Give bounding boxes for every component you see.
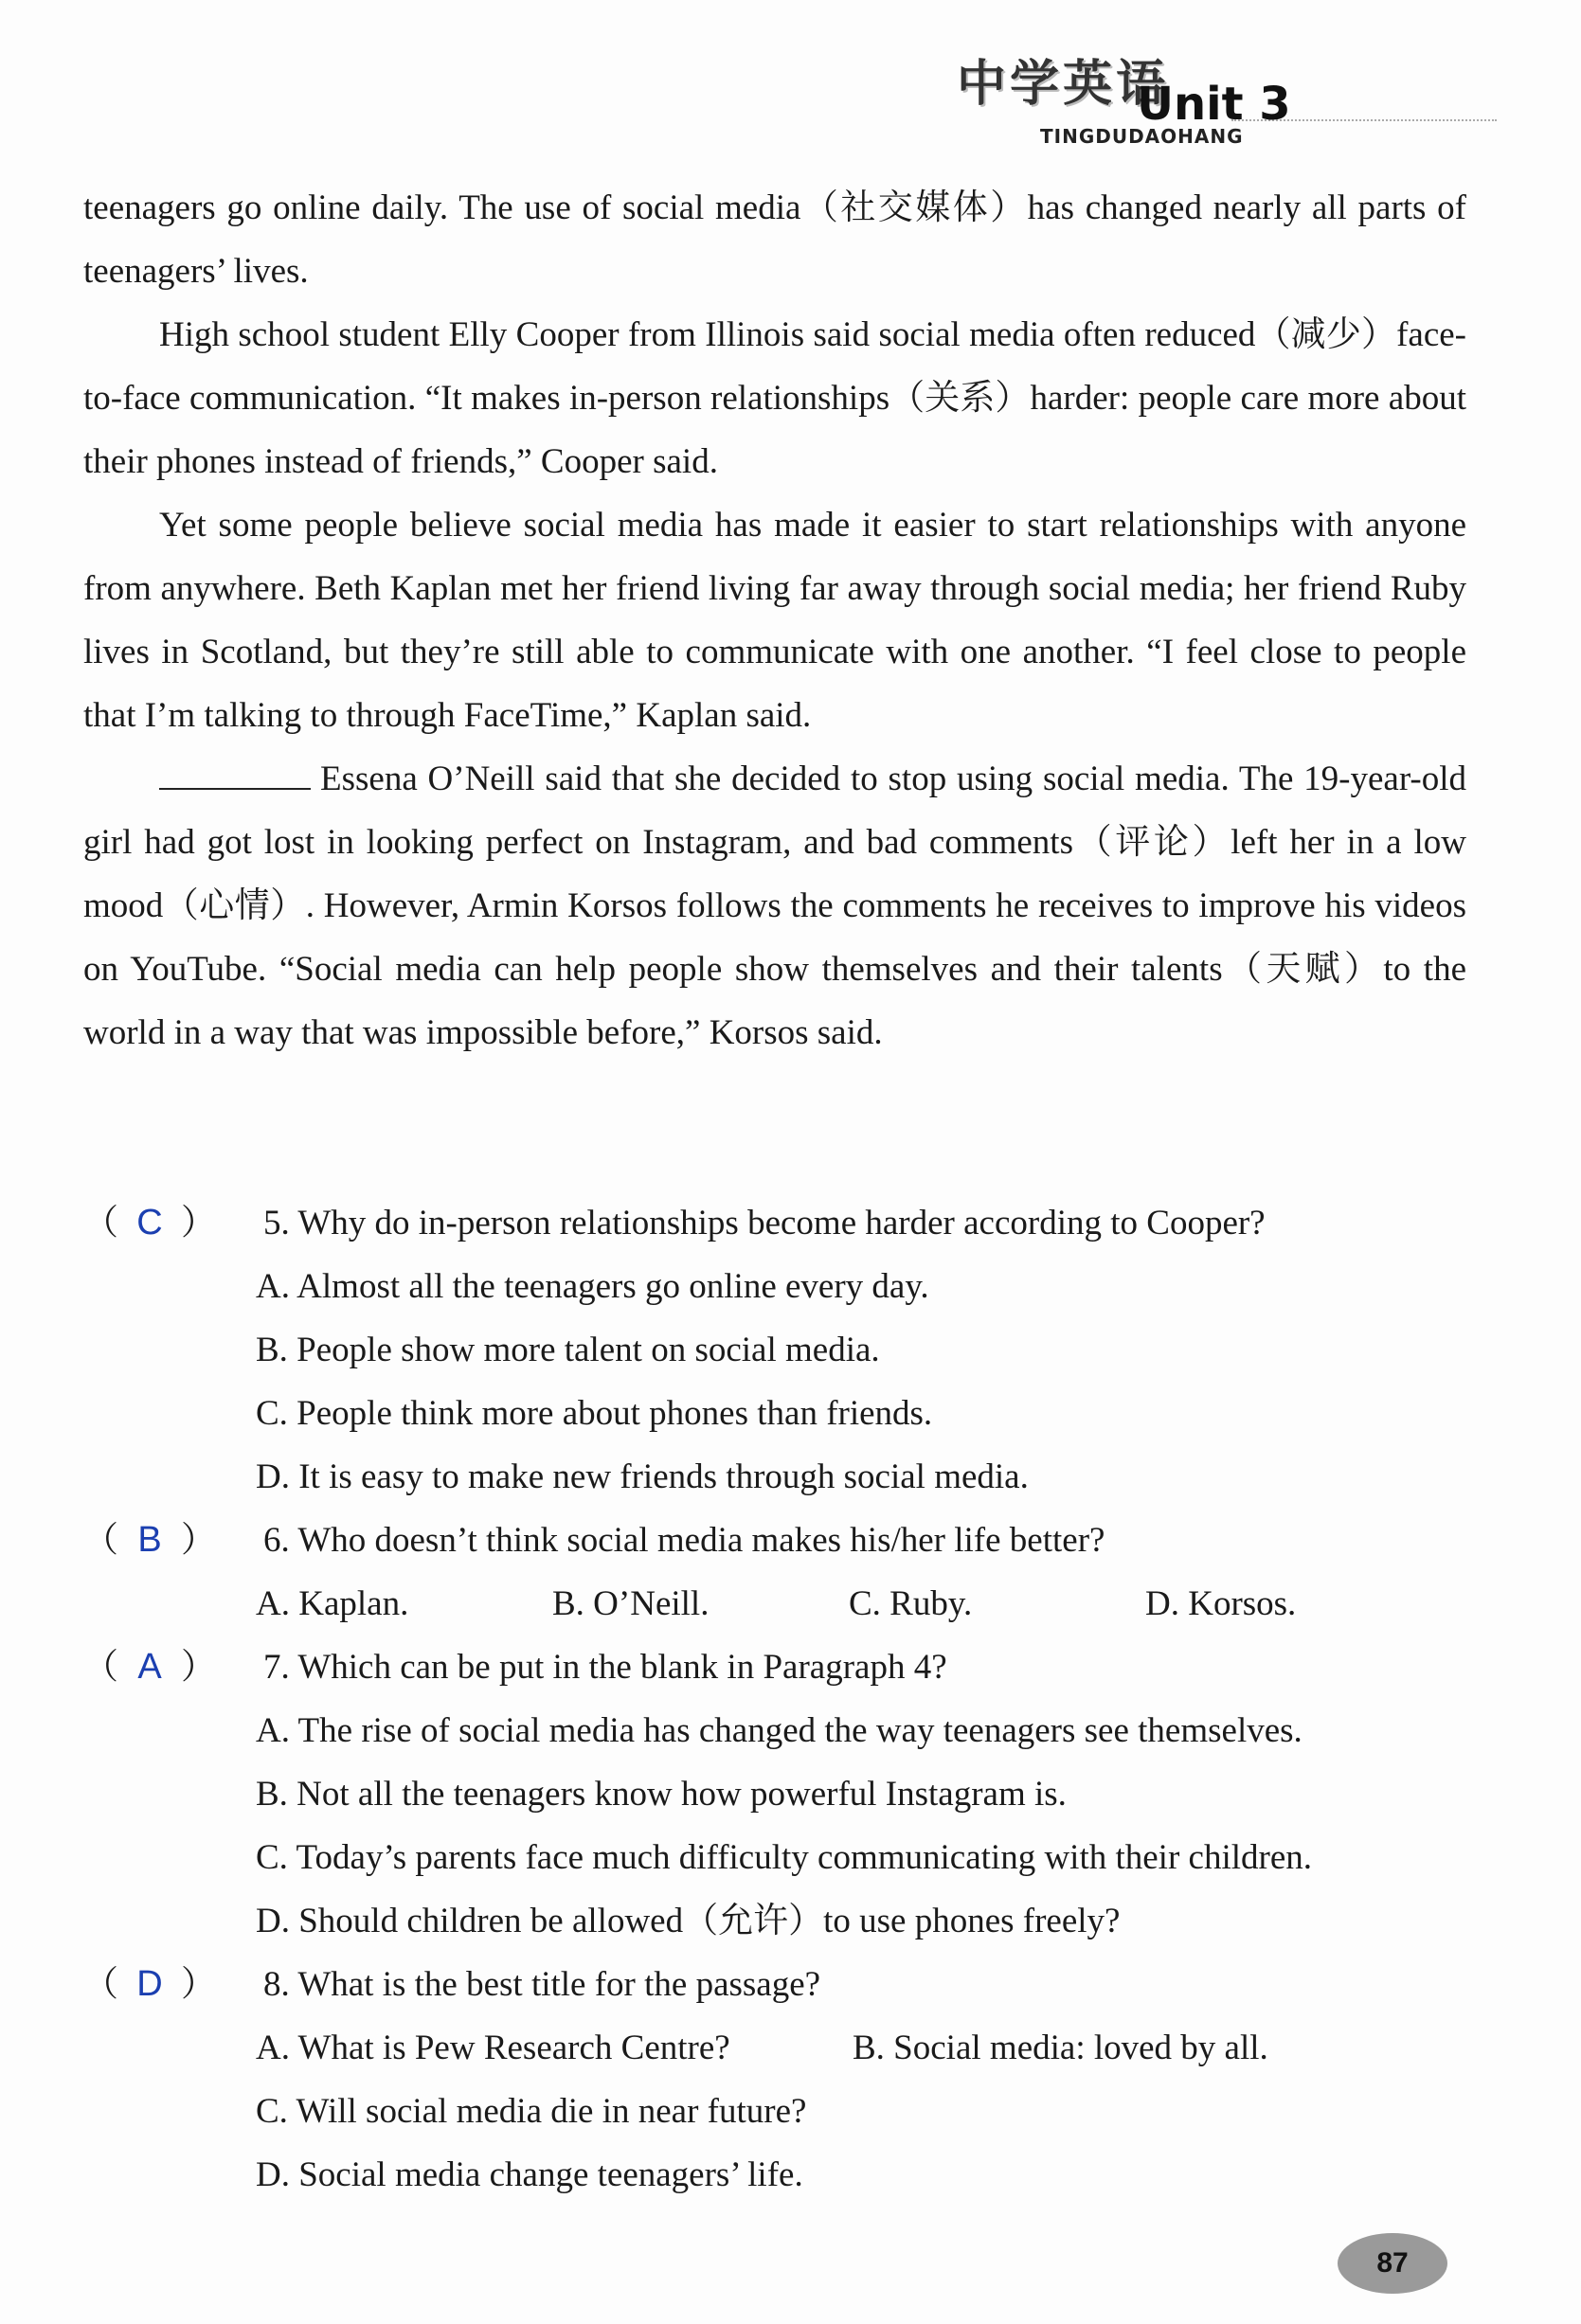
question-stem: 8. What is the best title for the passage?	[263, 1965, 821, 2004]
option-a[interactable]: A. What is Pew Research Centre?	[256, 2029, 730, 2067]
question-stem: 5. Why do in-person relationships become harder according to Cooper?	[263, 1204, 1266, 1242]
question-stem: 7. Which can be put in the blank in Paragraph 4?	[263, 1648, 947, 1687]
option-d[interactable]: D. It is easy to make new friends through social media.	[256, 1457, 1029, 1496]
question-stem: 6. Who doesn’t think social media makes his/her life better?	[263, 1521, 1105, 1560]
answer-blank[interactable]	[159, 756, 311, 790]
answer-bracket: （ C ）	[83, 1191, 263, 1255]
answer-bracket: （ B ）	[83, 1509, 263, 1572]
question-7	[83, 1636, 1466, 1953]
question-6	[83, 1509, 1466, 1636]
question-8	[83, 1953, 1466, 2207]
option-c[interactable]: C. Today’s parents face much difficulty communicating with their children.	[256, 1838, 1313, 1877]
paragraph-2: High school student Elly Cooper from Illinois said social media often reduced（减少）face-to-face communication. “It makes in-person relationships（关系）harder: people care more about their phones instead of friends,” Cooper said.	[83, 315, 1466, 481]
option-b[interactable]: B. Social media: loved by all.	[853, 2029, 1268, 2067]
page-header	[947, 38, 1516, 161]
page-number: 87	[1338, 2233, 1447, 2294]
paragraph-3: Yet some people believe social media has made it easier to start relationships with anyone from anywhere. Beth Kaplan met her friend living far away through social media; her friend Ruby lives in Scotland, but they’re still able to communicate with one another. “I feel close to people that I’m talking to through FaceTime,” Kaplan said.	[83, 506, 1466, 735]
option-d[interactable]: D. Social media change teenagers’ life.	[256, 2155, 803, 2194]
option-c[interactable]: C. People think more about phones than friends.	[256, 1394, 933, 1433]
answer-mark[interactable]: B	[137, 1520, 162, 1560]
question-list	[83, 1191, 1466, 2207]
reading-passage	[83, 176, 1466, 1064]
unit-label: Unit 3	[1137, 78, 1291, 131]
header-subtitle: TINGDUDAOHANG	[1040, 125, 1244, 148]
question-5	[83, 1191, 1466, 1509]
answer-mark[interactable]: A	[137, 1647, 162, 1687]
option-a[interactable]: A. The rise of social media has changed the way teenagers see themselves.	[256, 1711, 1303, 1750]
option-b[interactable]: B. Not all the teenagers know how powerful Instagram is.	[256, 1775, 1067, 1814]
option-d[interactable]: D. Korsos.	[1145, 1584, 1297, 1623]
answer-bracket: （ A ）	[83, 1636, 263, 1699]
paragraph-4-text: Essena O’Neill said that she decided to stop using social media. The 19-year-old girl had got lost in looking perfect on Instagram, and bad comments（评论）left her in a low mood（心情）. However, Armin Korsos follows the comments he receives to improve his videos on YouTube. “Social media can help people show themselves and their talents（天赋）to the world in a way that was impossible before,” Korsos said.	[83, 760, 1466, 1052]
option-a[interactable]: A. Kaplan.	[256, 1584, 409, 1623]
paragraph-1-continued: teenagers go online daily. The use of social media（社交媒体）has changed nearly all parts of teenagers’ lives.	[83, 188, 1466, 291]
answer-mark[interactable]: D	[136, 1964, 163, 2004]
answer-mark[interactable]: C	[136, 1203, 163, 1242]
option-b[interactable]: B. People show more talent on social media.	[256, 1331, 880, 1369]
option-b[interactable]: B. O’Neill.	[552, 1584, 710, 1623]
series-title: 中学英语	[957, 56, 1170, 113]
option-a[interactable]: A. Almost all the teenagers go online every day.	[256, 1267, 929, 1306]
paragraph-4	[83, 747, 1466, 1064]
option-d[interactable]: D. Should children be allowed（允许）to use phones freely?	[256, 1902, 1121, 1940]
option-c[interactable]: C. Ruby.	[849, 1584, 973, 1623]
answer-bracket: （ D ）	[83, 1953, 263, 2016]
option-c[interactable]: C. Will social media die in near future?	[256, 2092, 807, 2131]
